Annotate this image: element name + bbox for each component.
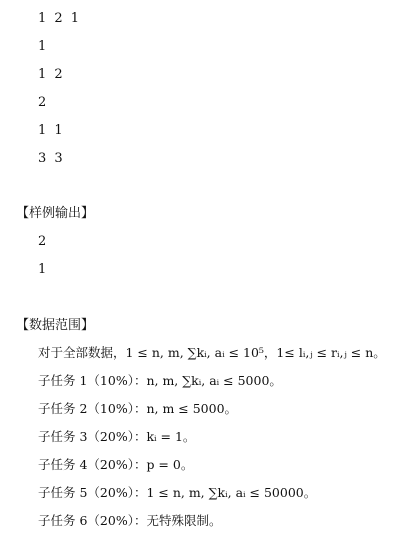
subtask-item: 子任务 1（10%）：n, m, ∑kᵢ, aᵢ ≤ 5000。: [38, 373, 282, 388]
subtask-item: 子任务 2（10%）：n, m ≤ 5000。: [38, 401, 238, 416]
subtask-item: 子任务 6（20%）：无特殊限制。: [38, 513, 222, 528]
subtask-item: 子任务 3（20%）：kᵢ = 1。: [38, 429, 196, 444]
sample-input-line: 3 3: [38, 151, 65, 166]
sample-input-line: 1: [38, 39, 49, 54]
sample-output-line: 1: [38, 262, 49, 277]
subtask-item: 子任务 4（20%）：p = 0。: [38, 457, 194, 472]
sample-input-line: 2: [38, 95, 49, 110]
sample-input-line: 1 2 1: [38, 11, 82, 26]
data-range-heading: 【数据范围】: [16, 318, 95, 333]
sample-input-line: 1 2: [38, 67, 65, 82]
sample-input-line: 1 1: [38, 123, 65, 138]
subtask-item: 子任务 5（20%）：1 ≤ n, m, ∑kᵢ, aᵢ ≤ 50000。: [38, 485, 317, 500]
sample-output-line: 2: [38, 234, 49, 249]
data-range-item: 对于全部数据，1 ≤ n, m, ∑kᵢ, aᵢ ≤ 10⁵，1≤ lᵢ,ⱼ ≤ rᵢ,ⱼ ≤ n。: [38, 345, 386, 360]
sample-output-heading: 【样例输出】: [16, 206, 95, 221]
